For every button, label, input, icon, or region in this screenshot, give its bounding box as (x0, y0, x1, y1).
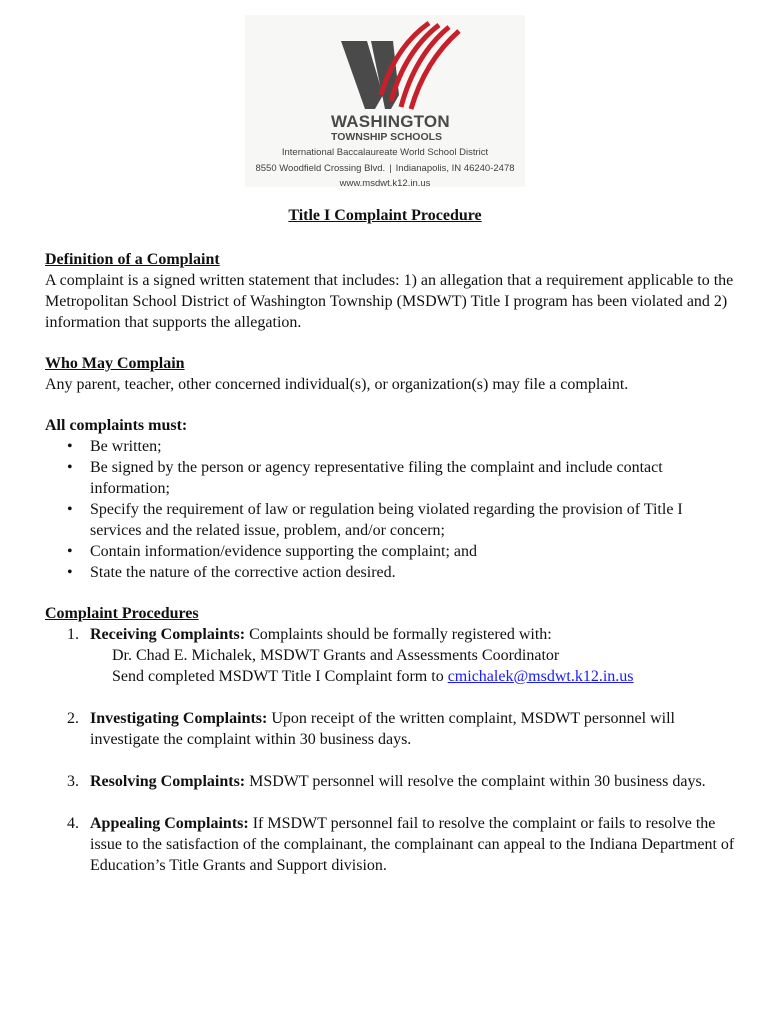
page-title: Title I Complaint Procedure (288, 207, 482, 224)
procedure-step-resolving (45, 771, 735, 792)
address-street: 8550 Woodfield Crossing Blvd. (255, 163, 386, 174)
procedures-heading: Complaint Procedures (45, 605, 199, 622)
step-number: 2. (67, 710, 79, 727)
contact-send-text: Send completed MSDWT Title I Complaint form to (112, 668, 448, 685)
document-body (45, 249, 735, 876)
step-text: Upon receipt of the written complaint, MSDWT personnel will investigate the complaint within 30 business days. (90, 710, 675, 748)
who-may-complain-heading: Who May Complain (45, 355, 185, 372)
step-number: 4. (67, 815, 79, 832)
step-text: Complaints should be formally registered with: (245, 626, 552, 643)
district-logo-icon (337, 17, 467, 112)
procedure-step-investigating (45, 708, 735, 750)
procedure-step-receiving (45, 624, 735, 687)
contact-name: Dr. Chad E. Michalek, MSDWT Grants and Assessments Coordinator (112, 647, 560, 664)
district-address (245, 163, 525, 174)
letterhead (245, 15, 525, 187)
step-number: 3. (67, 773, 79, 790)
definition-heading: Definition of a Complaint (45, 251, 220, 268)
list-item: • Specify the requirement of law or regulation being violated regarding the provision of Title I services and the related issue, problem, and/or concern; (45, 499, 735, 541)
district-tagline: International Baccalaureate World School District (281, 147, 489, 158)
step-label: Appealing Complaints: (90, 815, 249, 832)
step-text: MSDWT personnel will resolve the complaint within 30 business days. (245, 773, 706, 790)
list-item: • Be signed by the person or agency representative filing the complaint and include contact information; (45, 457, 735, 499)
requirements-list (45, 436, 735, 583)
address-separator: | (389, 163, 392, 174)
district-website: www.msdwt.k12.in.us (339, 178, 431, 189)
contact-email-link[interactable]: cmichalek@msdwt.k12.in.us (447, 668, 634, 685)
step-number: 1. (67, 626, 79, 643)
procedures-list (45, 624, 735, 876)
brand-subtitle: TOWNSHIP SCHOOLS (331, 131, 443, 143)
contact-send-line (90, 666, 735, 687)
who-may-complain-text: Any parent, teacher, other concerned individual(s), or organization(s) may file a complaint. (45, 376, 629, 393)
brand-name: WASHINGTON (331, 112, 450, 131)
definition-text: A complaint is a signed written statement that includes: 1) an allegation that a requirement applicable to the Metropolitan School District of Washington Township (MSDWT) Title I program has been violated and 2) information that supports the allegation. (45, 272, 734, 331)
list-item: • Contain information/evidence supporting the complaint; and (45, 541, 735, 562)
step-text: If MSDWT personnel fail to resolve the complaint or fails to resolve the issue to the satisfaction of the complainant, the complainant can appeal to the Indiana Department of Education’s Title Grants and Support division. (90, 815, 735, 874)
list-item: • State the nature of the corrective action desired. (45, 562, 735, 583)
list-item: • Be written; (45, 436, 735, 457)
procedure-step-appealing (45, 813, 735, 876)
step-label: Resolving Complaints: (90, 773, 246, 790)
address-city: Indianapolis, IN 46240-2478 (395, 163, 515, 174)
requirements-heading: All complaints must: (45, 417, 188, 434)
step-label: Receiving Complaints: (90, 626, 246, 643)
step-label: Investigating Complaints: (90, 710, 268, 727)
